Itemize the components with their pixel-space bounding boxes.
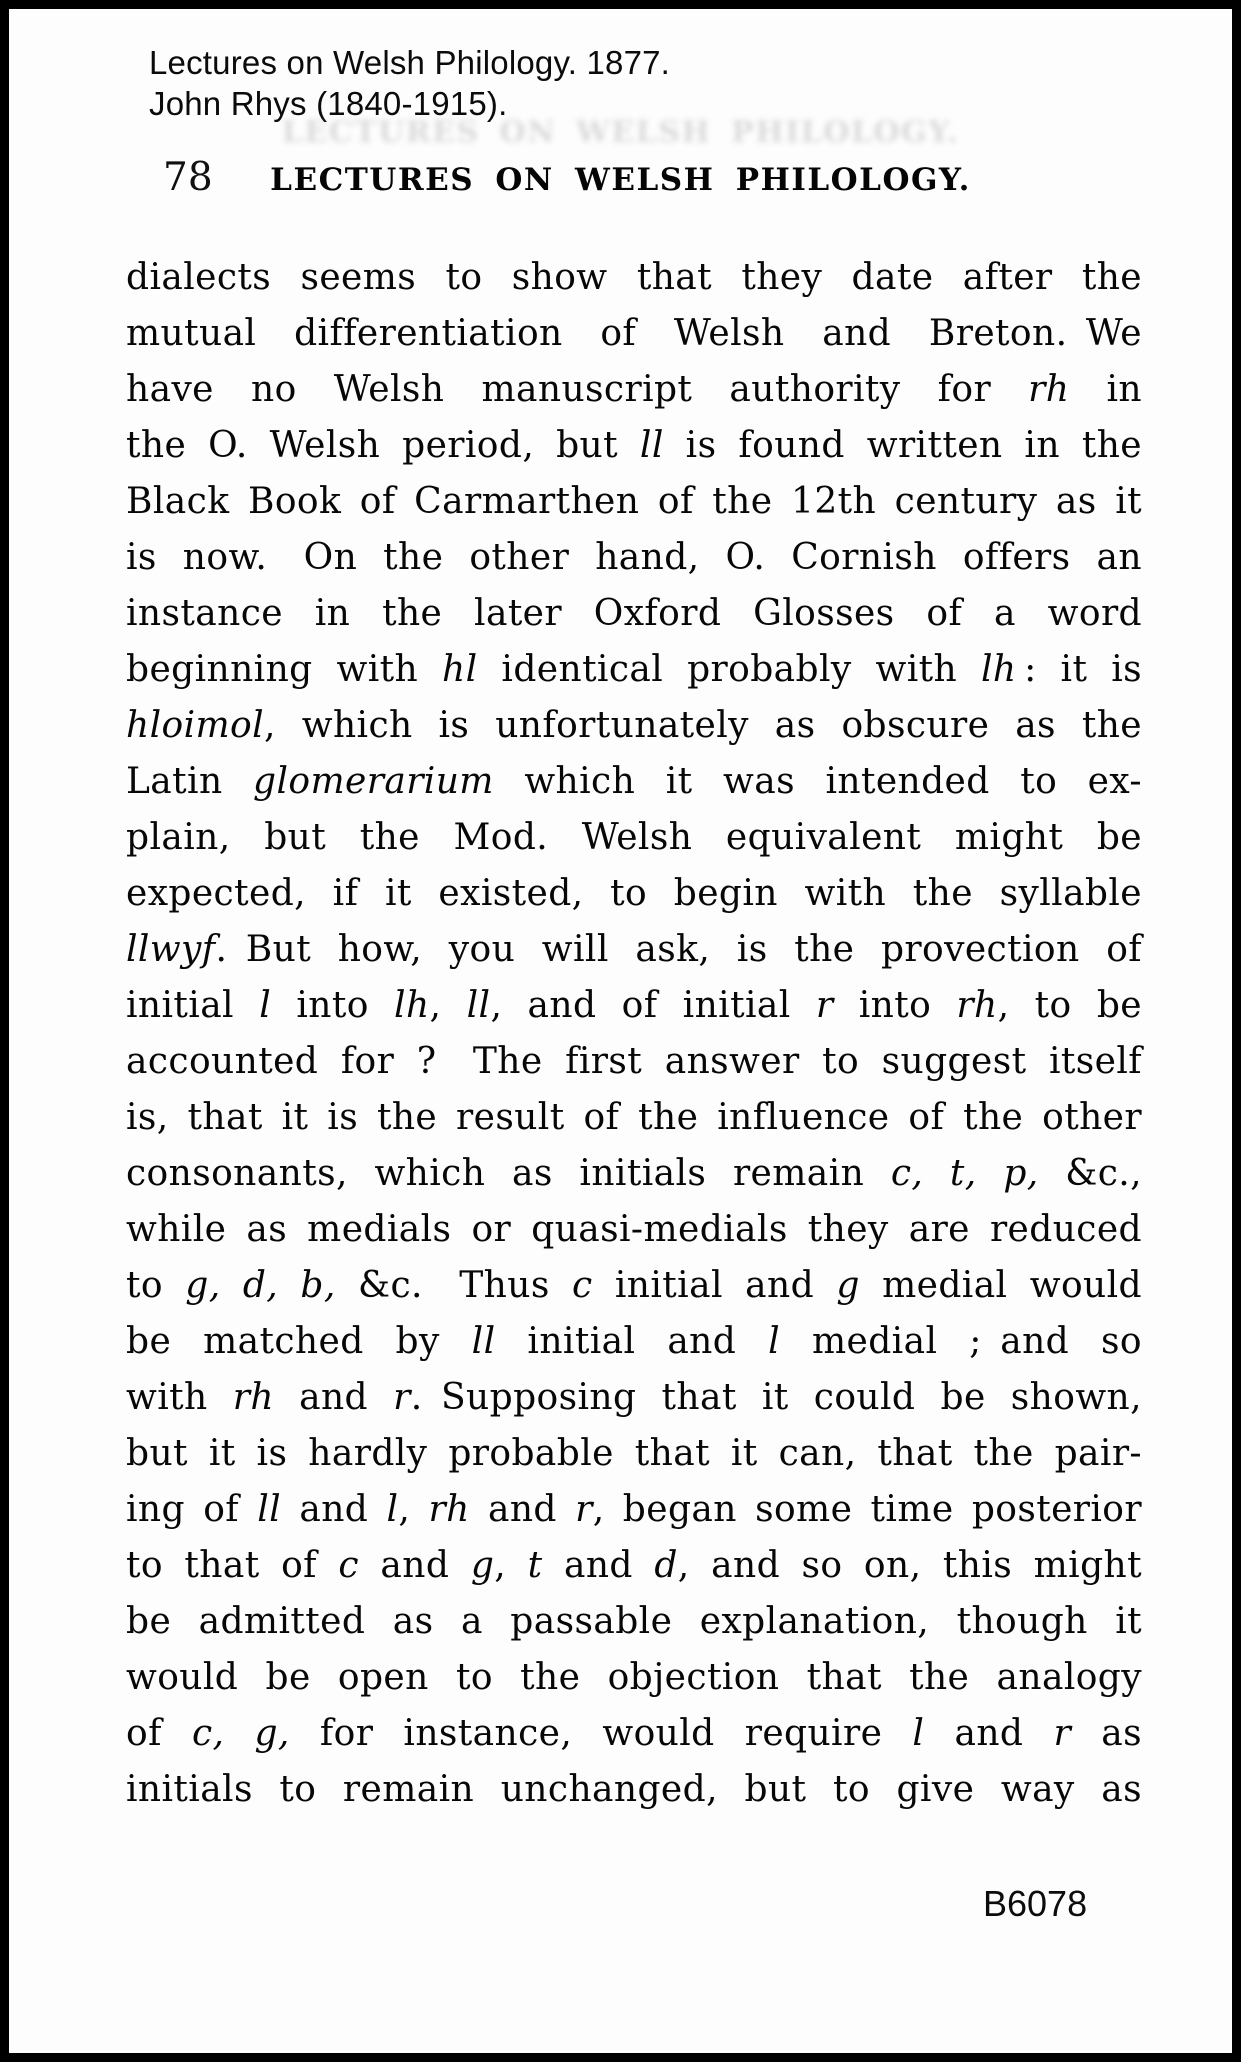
- body-segment: , which is unfortunately as obscure as the: [264, 705, 1142, 746]
- body-text: [126, 250, 1142, 1818]
- body-line: [126, 978, 1142, 1034]
- body-line: [126, 1706, 1142, 1762]
- body-line: [126, 1594, 1142, 1650]
- body-segment-italic: rh: [956, 985, 998, 1026]
- body-segment-italic: hl: [442, 649, 478, 690]
- body-segment: . Supposing that it could be shown,: [410, 1377, 1142, 1418]
- body-segment-italic: g, d, b,: [185, 1265, 336, 1306]
- body-segment: for instance, would require: [289, 1713, 913, 1754]
- body-line: [126, 1482, 1142, 1538]
- body-line: [126, 866, 1142, 922]
- body-line: [126, 1314, 1142, 1370]
- body-segment-italic: ll: [466, 985, 491, 1026]
- body-segment: and: [469, 1489, 576, 1530]
- body-segment-italic: t: [527, 1545, 543, 1586]
- body-segment: into: [271, 985, 395, 1026]
- catalog-header-title: Lectures on Welsh Philology. 1877.: [149, 44, 671, 81]
- body-line: [126, 698, 1142, 754]
- body-segment: and: [273, 1377, 394, 1418]
- body-segment: . But how, you will ask, is the provection of: [215, 929, 1142, 970]
- body-line: [126, 474, 1142, 530]
- body-line: [126, 1202, 1142, 1258]
- body-segment: initials to remain unchanged, but to give way as: [126, 1769, 1142, 1810]
- body-segment: medial would: [859, 1265, 1142, 1306]
- body-segment: have no Welsh manuscript authority for: [126, 369, 1029, 410]
- body-line: [126, 586, 1142, 642]
- body-segment-italic: l: [912, 1713, 925, 1754]
- body-segment: accounted for ? The first answer to suggest itself: [126, 1041, 1142, 1082]
- running-head-title: LECTURES ON WELSH PHILOLOGY.: [270, 162, 971, 198]
- body-segment: into: [833, 985, 957, 1026]
- body-line: [126, 1258, 1142, 1314]
- body-segment: initial and: [592, 1265, 837, 1306]
- body-segment: but it is hardly probable that it can, that the pair-: [126, 1433, 1142, 1474]
- body-segment: and: [542, 1545, 655, 1586]
- body-line: [126, 1762, 1142, 1818]
- body-segment-italic: lh: [394, 985, 430, 1026]
- body-segment: of: [126, 1713, 192, 1754]
- body-segment: be matched by: [126, 1321, 472, 1362]
- catalog-header-author: John Rhys (1840-1915).: [149, 85, 508, 122]
- body-segment: identical probably with: [477, 649, 982, 690]
- body-segment-italic: r: [815, 985, 834, 1026]
- body-segment: &c.,: [1038, 1153, 1142, 1194]
- body-segment: as: [1071, 1713, 1142, 1754]
- body-segment: , began some time posterior: [592, 1489, 1142, 1530]
- body-segment: initial: [126, 985, 260, 1026]
- body-segment: Black Book of Carmarthen of the 12th century as it: [126, 481, 1142, 522]
- body-segment-italic: hloimol: [126, 705, 265, 746]
- body-segment: dialects seems to show that they date after the: [126, 257, 1142, 298]
- body-line: [126, 362, 1142, 418]
- body-segment: consonants, which as initials remain: [126, 1153, 891, 1194]
- body-segment-italic: glomerarium: [253, 761, 494, 802]
- body-line: [126, 1426, 1142, 1482]
- body-segment: to that of: [126, 1545, 339, 1586]
- body-segment: mutual differentiation of Welsh and Breton. We: [126, 313, 1142, 354]
- body-segment-italic: r: [1053, 1713, 1072, 1754]
- body-segment: and: [924, 1713, 1054, 1754]
- body-line: [126, 1650, 1142, 1706]
- body-segment-italic: c: [572, 1265, 593, 1306]
- body-segment: ing of: [126, 1489, 258, 1530]
- body-segment-italic: c, t, p,: [890, 1153, 1039, 1194]
- body-segment-italic: rh: [232, 1377, 274, 1418]
- body-segment: ,: [429, 985, 467, 1026]
- body-segment: and: [281, 1489, 387, 1530]
- body-segment-italic: r: [575, 1489, 593, 1530]
- body-segment-italic: rh: [428, 1489, 470, 1530]
- body-line: [126, 1370, 1142, 1426]
- body-segment: be admitted as a passable explanation, though it: [126, 1601, 1142, 1642]
- body-line: [126, 1146, 1142, 1202]
- body-segment: instance in the later Oxford Glosses of a word: [126, 593, 1142, 634]
- body-segment: to: [126, 1265, 186, 1306]
- body-segment-italic: c: [338, 1545, 359, 1586]
- body-segment: Latin: [126, 761, 254, 802]
- body-segment: is found written in the: [663, 425, 1143, 466]
- body-segment: with: [126, 1377, 233, 1418]
- body-segment: , and so on, this might: [677, 1545, 1142, 1586]
- body-segment: the O. Welsh period, but: [126, 425, 640, 466]
- show-through-ghost-text: LECTURES ON WELSH PHILOLOGY.: [281, 115, 960, 150]
- body-segment-italic: rh: [1028, 369, 1070, 410]
- body-segment-italic: l: [259, 985, 272, 1026]
- body-line: [126, 1034, 1142, 1090]
- body-segment: expected, if it existed, to begin with the syllable: [126, 873, 1142, 914]
- body-segment: , and of initial: [490, 985, 816, 1026]
- body-segment-italic: llwyf: [126, 929, 216, 970]
- body-segment-italic: l: [386, 1489, 399, 1530]
- body-segment: medial ; and so: [780, 1321, 1142, 1362]
- catalog-header: [149, 42, 670, 124]
- body-line: [126, 418, 1142, 474]
- body-segment: while as medials or quasi-medials they are reduced: [126, 1209, 1142, 1250]
- body-segment: beginning with: [126, 649, 443, 690]
- body-segment-italic: ll: [639, 425, 664, 466]
- body-line: [126, 1538, 1142, 1594]
- body-line: [126, 1090, 1142, 1146]
- body-segment: and: [358, 1545, 471, 1586]
- body-line: [126, 530, 1142, 586]
- body-segment: plain, but the Mod. Welsh equivalent might be: [126, 817, 1142, 858]
- body-segment: is, that it is the result of the influence of the other: [126, 1097, 1142, 1138]
- body-segment: in: [1069, 369, 1142, 410]
- body-segment-italic: ll: [257, 1489, 282, 1530]
- body-segment: , to be: [997, 985, 1142, 1026]
- body-segment-italic: d: [654, 1545, 678, 1586]
- body-segment-italic: g: [470, 1545, 495, 1586]
- body-segment: initial and: [495, 1321, 769, 1362]
- body-line: [126, 810, 1142, 866]
- scan-reference-code: B6078: [983, 1883, 1088, 1924]
- body-segment: which it was intended to ex-: [493, 761, 1142, 802]
- body-segment: is now. On the other hand, O. Cornish offers an: [126, 537, 1142, 578]
- body-segment: would be open to the objection that the analogy: [126, 1657, 1142, 1698]
- body-segment: ,: [398, 1489, 429, 1530]
- body-line: [126, 250, 1142, 306]
- body-segment-italic: c, g,: [191, 1713, 290, 1754]
- body-segment-italic: ll: [471, 1321, 496, 1362]
- body-segment: &c. Thus: [335, 1265, 573, 1306]
- body-line: [126, 306, 1142, 362]
- body-line: [126, 642, 1142, 698]
- body-segment-italic: r: [393, 1377, 411, 1418]
- body-segment-italic: l: [768, 1321, 781, 1362]
- body-segment: : it is: [1016, 649, 1143, 690]
- body-segment: ,: [494, 1545, 528, 1586]
- body-segment-italic: g: [836, 1265, 860, 1306]
- body-segment-italic: lh: [981, 649, 1017, 690]
- body-line: [126, 754, 1142, 810]
- body-line: [126, 922, 1142, 978]
- page-number: 78: [163, 155, 213, 200]
